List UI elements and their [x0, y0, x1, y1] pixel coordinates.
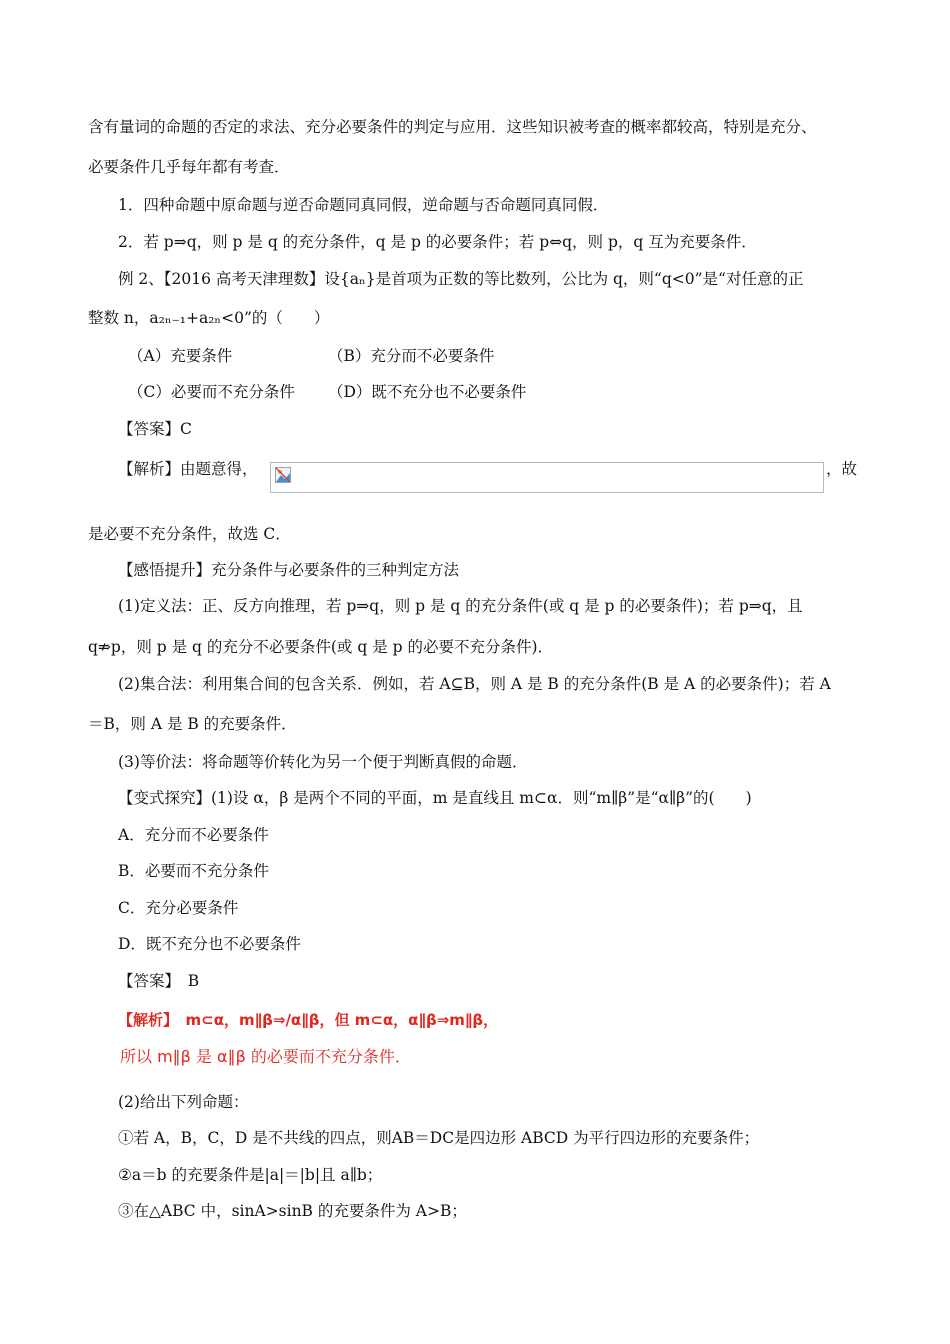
variation-option-d: D．既不充分也不必要条件: [118, 935, 301, 953]
analysis-1-start: 【解析】由题意得，: [118, 460, 258, 478]
analysis-1-end: 是必要不充分条件，故选 C．: [88, 525, 291, 543]
paragraph-line: 含有量词的命题的否定的求法、充分必要条件的判定与应用．这些知识被考查的概率都较高，特别是充分、: [88, 118, 817, 136]
method-3: (3)等价法：将命题等价转化为另一个便于判断真假的命题．: [118, 753, 528, 771]
broken-image-icon: [275, 467, 291, 483]
paragraph-line: 必要条件几乎每年都有考查．: [88, 158, 290, 176]
option-d: （D）既不充分也不必要条件: [328, 383, 527, 401]
insight-heading: 【感悟提升】充分条件与必要条件的三种判定方法: [118, 561, 460, 579]
variation-option-c: C．充分必要条件: [118, 899, 239, 917]
option-a: （A）充要条件: [128, 347, 233, 365]
rule-item-1: 1．四种命题中原命题与逆否命题同真同假，逆命题与否命题同真同假．: [118, 196, 609, 214]
method-1-line2: q⇏p，则 p 是 q 的充分不必要条件(或 q 是 p 的必要不充分条件)．: [88, 638, 554, 656]
option-c: （C）必要而不充分条件: [128, 383, 295, 401]
proposition-1: ①若 A，B，C，D 是不共线的四点，则AB＝DC是四边形 ABCD 为平行四边形的充要条件；: [118, 1129, 760, 1147]
proposition-2: ②a＝b 的充要条件是|a|＝|b|且 a∥b；: [118, 1166, 383, 1184]
variation-option-b: B．必要而不充分条件: [118, 862, 269, 880]
method-1-line1: (1)定义法：正、反方向推理，若 p⇒q，则 p 是 q 的充分条件(或 q 是 p 的必要条件)；若 p⇒q，且: [118, 597, 803, 615]
method-2-line2: ＝B，则 A 是 B 的充要条件．: [88, 715, 297, 733]
analysis-2-line2: 所以 m∥β 是 α∥β 的必要而不充分条件．: [120, 1047, 411, 1066]
rule-item-2: 2．若 p⇒q，则 p 是 q 的充分条件，q 是 p 的必要条件；若 p⇔q，则 p，q 互为充要条件．: [118, 233, 757, 251]
example-2-line1: 例 2、【2016 高考天津理数】设{aₙ}是首项为正数的等比数列，公比为 q，则“q<0”是“对任意的正: [118, 270, 804, 288]
answer-1: 【答案】C: [118, 420, 192, 438]
variation-option-a: A．充分而不必要条件: [118, 826, 269, 844]
example-2-line2: 整数 n，a₂ₙ₋₁+a₂ₙ<0”的（ ）: [88, 309, 330, 327]
question-2-heading: (2)给出下列命题：: [118, 1093, 249, 1111]
variation-question: 【变式探究】(1)设 α，β 是两个不同的平面，m 是直线且 m⊂α．则“m∥β”是“α∥β”的( ): [118, 789, 752, 807]
proposition-3: ③在△ABC 中，sinA>sinB 的充要条件为 A>B；: [118, 1202, 467, 1220]
broken-image-placeholder: [270, 462, 824, 493]
analysis-2-line1: 【解析】 m⊂α，m∥β⇒/α∥β，但 m⊂α，α∥β⇒m∥β，: [118, 1011, 499, 1029]
option-b: （B）充分而不必要条件: [328, 347, 495, 365]
answer-2: 【答案】 B: [118, 972, 200, 990]
analysis-1-tail: ，故: [826, 460, 858, 478]
method-2-line1: (2)集合法：利用集合间的包含关系．例如，若 A⊆B，则 A 是 B 的充分条件(B 是 A 的必要条件)；若 A: [118, 675, 831, 693]
